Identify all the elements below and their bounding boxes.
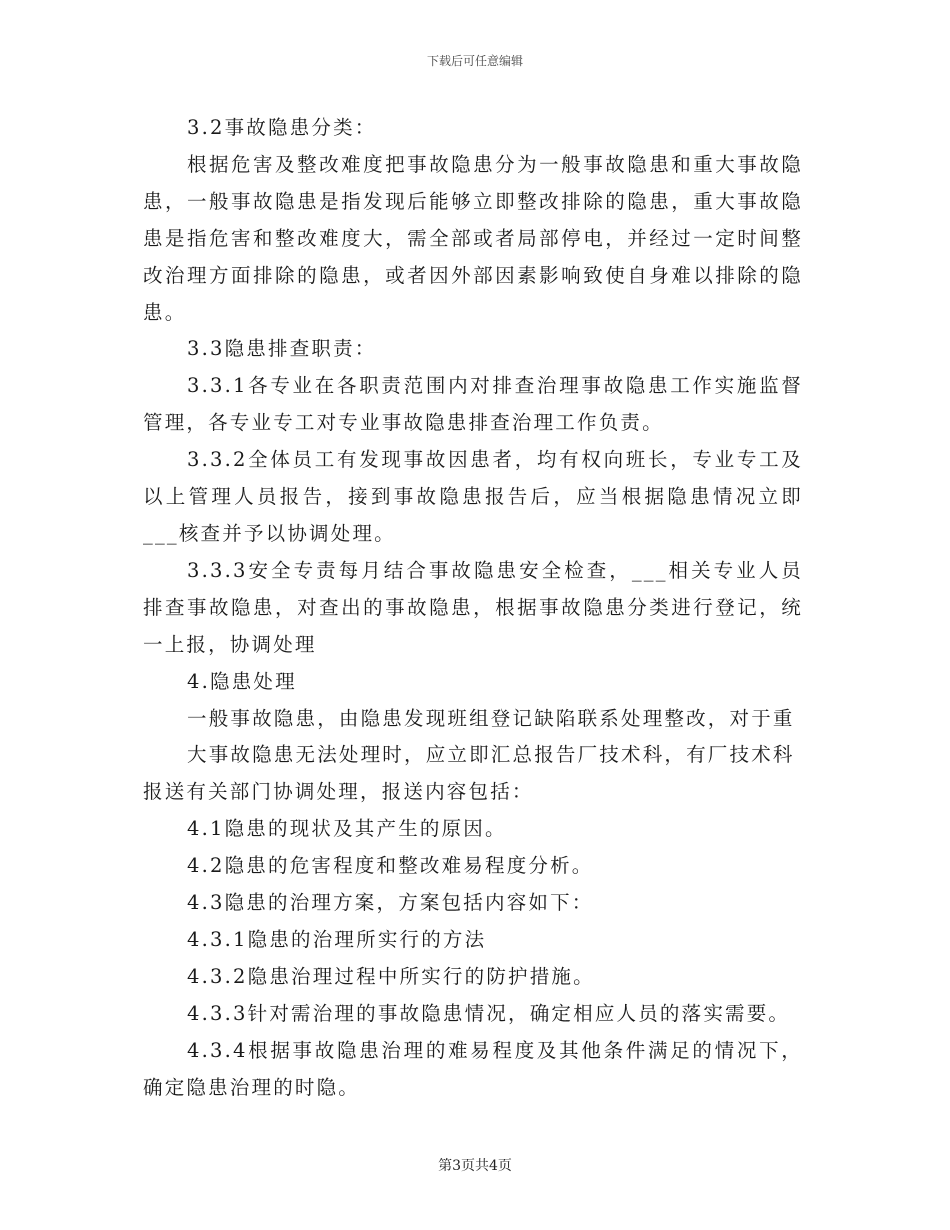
page-header: 下载后可任意编辑: [426, 54, 523, 68]
paragraph-hazard-classification: 根据危害及整改难度把事故隐患分为一般事故隐患和重大事故隐患，一般事故隐患是指发现后能够立即整改排除的隐患，重大事故隐患是指危害和整改难度大，需全部或者局部停电，并经过一定时间整改治理方面排除的隐患，或者因外部因素影响致使自身难以排除的隐患。: [143, 152, 803, 324]
paragraph-4-line-2: 大事故隐患无法处理时，应立即汇总报告厂技术科，有厂技术科: [187, 743, 795, 767]
paragraph-4-line-1: 一般事故隐患，由隐患发现班组登记缺陷联系处理整改，对于重: [187, 706, 795, 730]
paragraph-3-3-1: 3.3.1各专业在各职责范围内对排查治理事故隐患工作实施监督管理，各专业专工对专业事故隐患排查治理工作负责。: [143, 374, 803, 435]
list-item-4-3-3: 4.3.3针对需治理的事故隐患情况，确定相应人员的落实需要。: [187, 1001, 791, 1025]
paragraph-4-line-3: 报送有关部门协调处理，报送内容包括：: [143, 780, 534, 804]
section-heading-3-2: 3.2事故隐患分类：: [187, 116, 377, 139]
page-footer: 第3页共4页: [438, 1158, 512, 1174]
list-item-4-3-4: 4.3.4根据事故隐患治理的难易程度及其他条件满足的情况下，确定隐患治理的时隐。: [143, 1038, 803, 1099]
document-body: [143, 110, 803, 1106]
section-heading-3-3: 3.3隐患排查职责：: [187, 337, 377, 361]
list-item-4-3-1: 4.3.1隐患的治理所实行的方法: [187, 927, 487, 951]
list-item-4-1: 4.1隐患的现状及其产生的原因。: [187, 817, 507, 841]
section-heading-4: 4.隐患处理: [187, 669, 297, 693]
list-item-4-3: 4.3隐患的治理方案，方案包括内容如下：: [187, 891, 594, 915]
paragraph-3-3-2: 3.3.2全体员工有发现事故因患者，均有权向班长，专业专工及以上管理人员报告，接到事故隐患报告后，应当根据隐患情况立即___核查并予以协调处理。: [143, 448, 803, 545]
paragraph-3-3-3: 3.3.3安全专责每月结合事故隐患安全检查，___相关专业人员排查事故隐患，对查出的事故隐患，根据事故隐患分类进行登记，统一上报，协调处理: [143, 558, 803, 656]
list-item-4-3-2: 4.3.2隐患治理过程中所实行的防护措施。: [187, 964, 595, 988]
list-item-4-2: 4.2隐患的危害程度和整改难易程度分析。: [187, 854, 594, 878]
